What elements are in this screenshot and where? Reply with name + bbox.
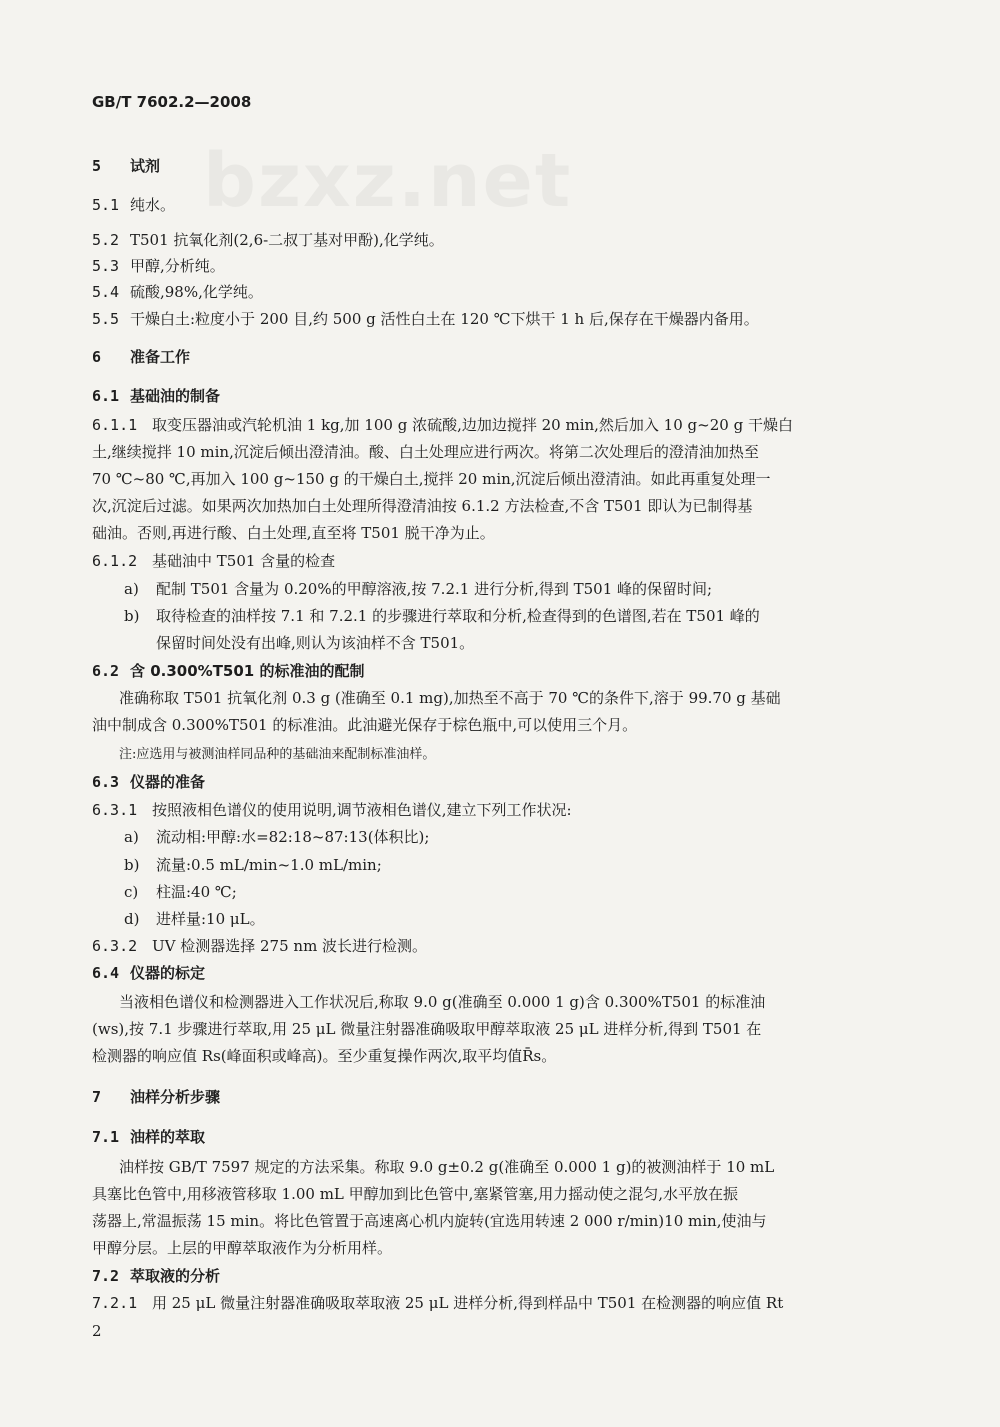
text-line — [124, 579, 712, 599]
line-text: 油样按 GB/T 7597 规定的方法采集。称取 9.0 g±0.2 g(准确至 0.000 1 g)的被测油样于 10 mL — [119, 1158, 775, 1176]
clause-number: 6.2 — [92, 662, 120, 680]
line-text: 配制 T501 含量为 0.20%的甲醇溶液,按 7.2.1 进行分析,得到 T501 峰的保留时间; — [156, 580, 713, 598]
standard-number-header: GB/T 7602.2—2008 — [92, 93, 252, 111]
text-line — [92, 282, 263, 302]
clause-number: 7 — [92, 1088, 102, 1106]
line-text: UV 检测器选择 275 nm 波长进行检测。 — [152, 937, 428, 955]
line-text: 基础油中 T501 含量的检查 — [152, 552, 336, 570]
line-text: 准备工作 — [130, 348, 191, 366]
text-line — [92, 1293, 783, 1313]
clause-number: 6.4 — [92, 964, 120, 982]
text-line — [156, 633, 474, 653]
line-text: 70 ℃~80 ℃,再加入 100 g~150 g 的干燥白土,搅拌 20 min,沉淀后倾出澄清油。如此再重复处理一 — [92, 470, 771, 488]
line-text: 取变压器油或汽轮机油 1 kg,加 100 g 浓硫酸,边加边搅拌 20 min,然后加入 10 g~20 g 干燥白 — [152, 416, 793, 434]
line-text: 甲醇,分析纯。 — [130, 257, 225, 275]
section-heading — [92, 963, 205, 983]
line-text: (ws),按 7.1 步骤进行萃取,用 25 μL 微量注射器准确吸取甲醇萃取液 25 μL 进样分析,得到 T501 在 — [92, 1020, 762, 1038]
section-heading — [92, 386, 220, 406]
section-heading — [92, 347, 190, 367]
text-line — [92, 551, 335, 571]
text-line — [92, 1238, 392, 1258]
list-label: a) — [124, 580, 139, 598]
line-text: 仪器的标定 — [130, 964, 206, 982]
line-text: 当液相色谱仪和检测器进入工作状况后,称取 9.0 g(准确至 0.000 1 g)含 0.300%T501 的标准油 — [119, 993, 766, 1011]
text-line — [92, 496, 752, 516]
line-text: 按照液相色谱仪的使用说明,调节液相色谱仪,建立下列工作状况: — [152, 801, 572, 819]
clause-number: 6 — [92, 348, 102, 366]
clause-number: 5 — [92, 157, 102, 175]
line-text: 柱温:40 ℃; — [156, 883, 237, 901]
text-line — [92, 715, 637, 735]
list-label: d) — [124, 910, 140, 928]
line-text: 用 25 μL 微量注射器准确吸取萃取液 25 μL 进样分析,得到样品中 T501 在检测器的响应值 Rt — [152, 1294, 784, 1312]
watermark: bzxz.net — [203, 138, 573, 224]
line-text: 基础油的制备 — [130, 387, 221, 405]
clause-number: 5.4 — [92, 283, 120, 301]
clause-number: 6.1.1 — [92, 416, 138, 434]
text-line — [92, 230, 444, 250]
line-text: 甲醇分层。上层的甲醇萃取液作为分析用样。 — [92, 1239, 393, 1257]
section-heading — [92, 1266, 220, 1286]
line-text: 油中制成含 0.300%T501 的标准油。此油避光保存于棕色瓶中,可以使用三个月。 — [92, 716, 638, 734]
text-line — [92, 1184, 738, 1204]
line-text: 油样的萃取 — [130, 1128, 206, 1146]
line-text: 次,沉淀后过滤。如果两次加热加白土处理所得澄清油按 6.1.2 方法检查,不含 T501 即认为已制得基 — [92, 497, 753, 515]
list-label: b) — [124, 856, 140, 874]
clause-number: 5.5 — [92, 310, 120, 328]
clause-number: 6.3.2 — [92, 937, 138, 955]
line-text: 流量:0.5 mL/min~1.0 mL/min; — [156, 856, 382, 874]
clause-number: 7.1 — [92, 1128, 120, 1146]
text-line — [119, 992, 765, 1012]
clause-number: 5.3 — [92, 257, 120, 275]
line-text: T501 抗氧化剂(2,6-二叔丁基对甲酚),化学纯。 — [130, 231, 444, 249]
line-text: 检测器的响应值 Rs(峰面积或峰高)。至少重复操作两次,取平均值R̄s。 — [92, 1047, 557, 1065]
line-text: 进样量:10 μL。 — [156, 910, 265, 928]
line-text: 具塞比色管中,用移液管移取 1.00 mL 甲醇加到比色管中,塞紧管塞,用力摇动使之混匀,水平放在振 — [92, 1185, 738, 1203]
line-text: 油样分析步骤 — [130, 1088, 221, 1106]
section-heading — [92, 772, 205, 792]
line-text: 仪器的准备 — [130, 773, 206, 791]
line-text: 试剂 — [130, 157, 161, 175]
line-text: 础油。否则,再进行酸、白土处理,直至将 T501 脱干净为止。 — [92, 524, 495, 542]
text-line — [124, 909, 265, 929]
clause-number: 7.2 — [92, 1267, 120, 1285]
list-label: c) — [124, 883, 139, 901]
text-line — [92, 256, 225, 276]
text-line — [92, 936, 427, 956]
line-text: 硫酸,98%,化学纯。 — [130, 283, 263, 301]
line-text: 取待检查的油样按 7.1 和 7.2.1 的步骤进行萃取和分析,检查得到的色谱图,若在 T501 峰的 — [156, 607, 760, 625]
line-text: 萃取液的分析 — [130, 1267, 221, 1285]
clause-number: 5.1 — [92, 196, 120, 214]
text-line — [119, 1157, 774, 1177]
text-line — [124, 882, 237, 902]
line-text: 荡器上,常温振荡 15 min。将比色管置于高速离心机内旋转(宜选用转速 2 000 r/min)10 min,使油与 — [92, 1212, 767, 1230]
line-text: 干燥白土:粒度小于 200 目,约 500 g 活性白土在 120 ℃下烘干 1 h 后,保存在干燥器内备用。 — [130, 310, 759, 328]
page-number: 2 — [92, 1322, 102, 1340]
text-line — [92, 469, 771, 489]
clause-number: 7.2.1 — [92, 1294, 138, 1312]
text-line — [92, 1211, 766, 1231]
clause-number: 6.1 — [92, 387, 120, 405]
text-line — [92, 800, 572, 820]
section-heading — [92, 1087, 220, 1107]
line-text: 注:应选用与被测油样同品种的基础油来配制标准油样。 — [119, 747, 436, 762]
text-line — [92, 442, 759, 462]
line-text: 保留时间处没有出峰,则认为该油样不含 T501。 — [156, 634, 475, 652]
line-text: 含 0.300%T501 的标准油的配制 — [130, 662, 365, 680]
clause-number: 5.2 — [92, 231, 120, 249]
text-line — [92, 1019, 761, 1039]
clause-number: 6.3.1 — [92, 801, 138, 819]
text-line — [92, 415, 793, 435]
section-heading — [92, 1127, 205, 1147]
section-heading — [92, 661, 364, 681]
text-line — [92, 523, 495, 543]
line-text: 土,继续搅拌 10 min,沉淀后倾出澄清油。酸、白土处理应进行两次。将第二次处理后的澄清油加热至 — [92, 443, 759, 461]
text-line — [124, 827, 429, 847]
line-text: 准确称取 T501 抗氧化剂 0.3 g (准确至 0.1 mg),加热至不高于 70 ℃的条件下,溶于 99.70 g 基础 — [119, 689, 781, 707]
list-label: a) — [124, 828, 139, 846]
clause-number: 6.1.2 — [92, 552, 138, 570]
clause-number: 6.3 — [92, 773, 120, 791]
line-text: 纯水。 — [130, 196, 176, 214]
text-line — [92, 309, 759, 329]
text-line — [119, 745, 435, 765]
section-heading — [92, 156, 160, 176]
text-line — [124, 606, 760, 626]
line-text: 流动相:甲醇:水=82:18~87:13(体积比); — [156, 828, 430, 846]
text-line — [119, 688, 781, 708]
text-line — [124, 855, 382, 875]
text-line — [92, 195, 175, 215]
list-label: b) — [124, 607, 140, 625]
text-line — [92, 1046, 556, 1066]
